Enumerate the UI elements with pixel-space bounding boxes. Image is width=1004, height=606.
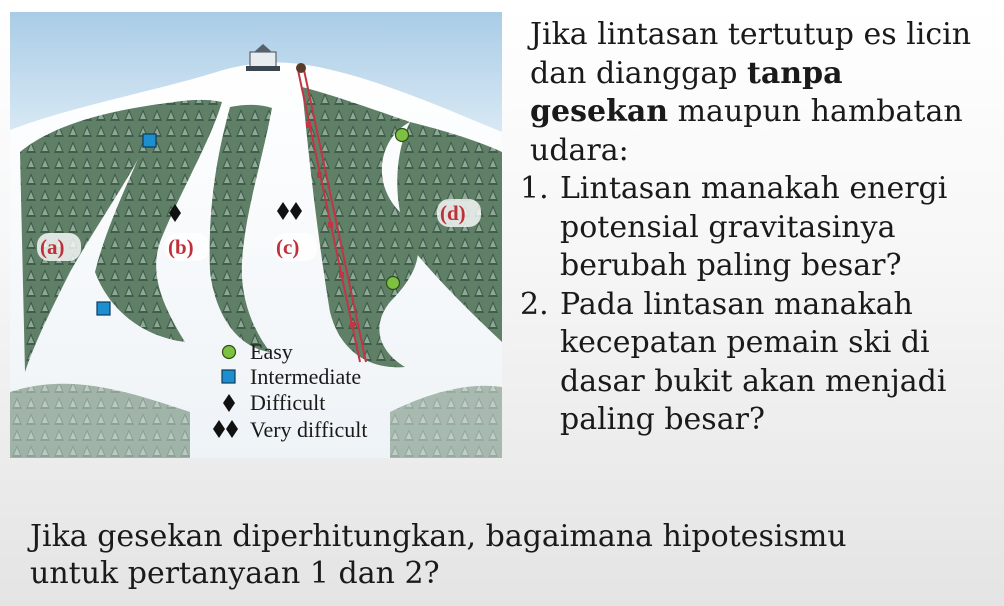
question-panel bbox=[520, 16, 990, 440]
bottom-question: Jika gesekan diperhitungkan, bagaimana hipotesismu untuk pertanyaan 1 dan 2? bbox=[30, 519, 847, 591]
intro-before: Jika lintasan tertutup es licin dan dianggap bbox=[530, 17, 972, 91]
legend-intermediate-label: Intermediate bbox=[250, 364, 362, 389]
question-item-1 bbox=[520, 170, 990, 286]
intro-after: maupun hambatan udara: bbox=[530, 94, 963, 168]
intermediate-marker-bottom bbox=[97, 302, 110, 315]
question-item-2 bbox=[520, 286, 990, 440]
intermediate-marker-top bbox=[143, 134, 156, 147]
intro-text bbox=[520, 16, 990, 170]
easy-marker-bottom bbox=[387, 277, 400, 290]
question-number: 2. bbox=[520, 286, 549, 322]
easy-marker-top bbox=[396, 129, 409, 142]
legend-difficult-label: Difficult bbox=[250, 390, 326, 415]
intermediate-legend-icon bbox=[222, 370, 235, 383]
question-number: 1. bbox=[520, 171, 549, 206]
intro-bold: tanpa gesekan bbox=[530, 55, 843, 129]
trail-label-b: (b) bbox=[168, 235, 194, 259]
question-list bbox=[520, 170, 990, 440]
ski-slope-illustration bbox=[10, 12, 502, 458]
trail-label-c: (c) bbox=[276, 235, 300, 259]
legend-very-difficult-label: Very difficult bbox=[250, 417, 368, 442]
question-text: Pada lintasan manakah kecepatan pemain ski di dasar bukit akan menjadi paling besar? bbox=[560, 286, 947, 437]
legend-easy-label: Easy bbox=[250, 339, 293, 364]
easy-legend-icon bbox=[223, 346, 236, 359]
question-text: Lintasan manakah energi potensial gravitasinya berubah paling besar? bbox=[560, 171, 948, 283]
trail-label-d: (d) bbox=[440, 201, 466, 225]
trail-label-a: (a) bbox=[40, 235, 65, 259]
